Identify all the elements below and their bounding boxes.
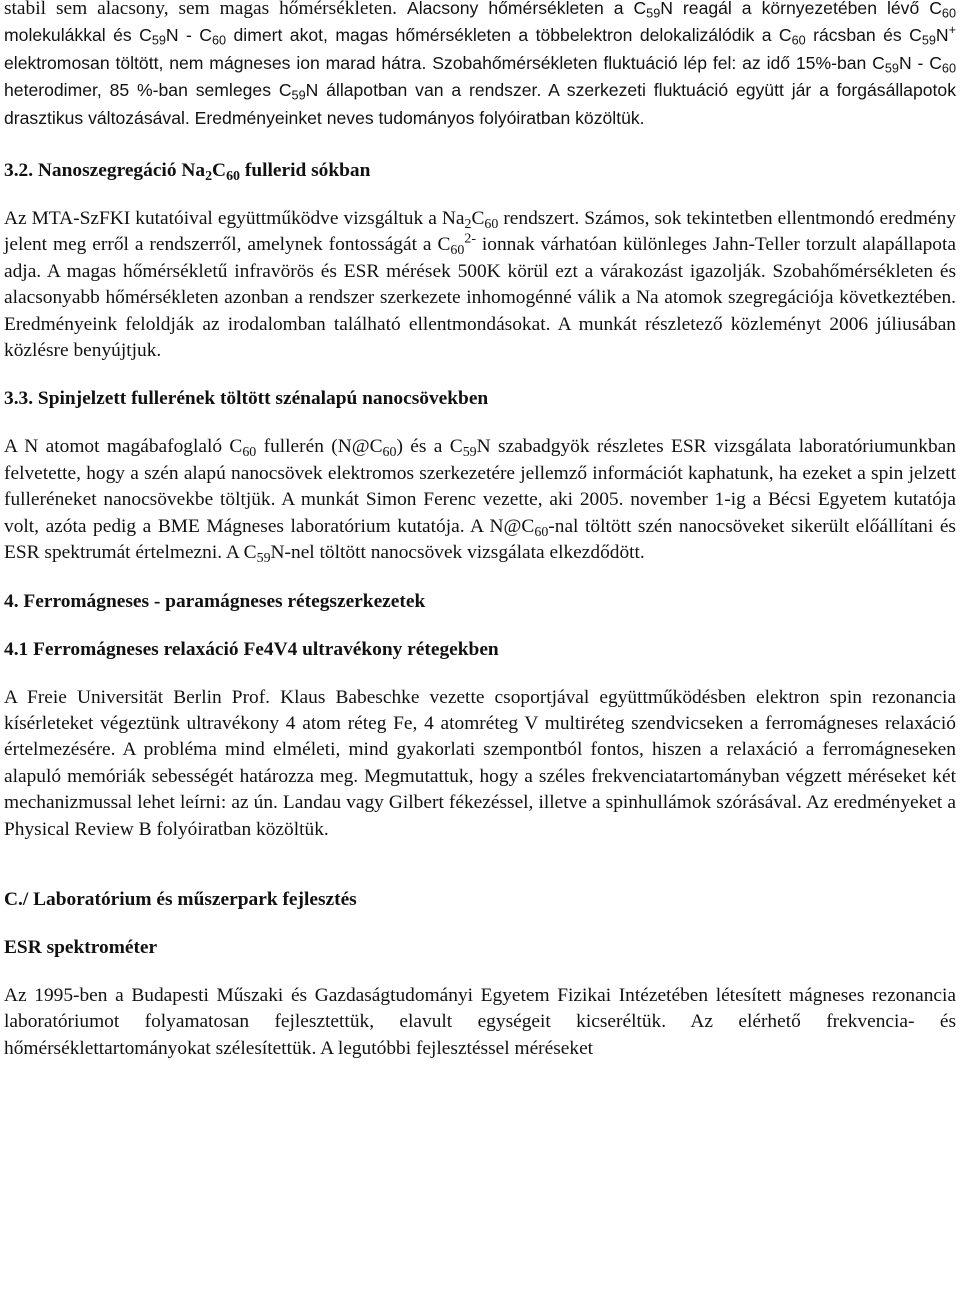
paragraph-ferromagnetic-relaxation: A Freie Universität Berlin Prof. Klaus Babeschke vezette csoportjával együttműködésben elektron spin rezonancia kísérleteket végeztünk ultravékony 4 atom réteg Fe, 4 atomréteg V multiréteg szendvicseken a ferromágneses relaxáció értelmezésére. A probléma mind elméleti, mind gyakorlati szempontból fontos, hiszen a relaxáció a ferromágneseken alapuló memóriák sebességét határozza meg. Megmutattuk, hogy a széles frekvenciatartományban végzett méréseket két mechanizmussal lehet leírni: az ún. Landau vagy Gilbert fékezéssel, illetve a spinhullámok szórásával. Az eredményeket a Physical Review B folyóiratban közöltük. [4, 686, 956, 840]
heading-esr-spectrometer: ESR spektrométer [4, 936, 158, 958]
heading-3-2: 3.2. Nanoszegregáció $Na_2C_{60}$ fullerid sókban [4, 160, 371, 184]
heading-3-3: 3.3. Spinjelzett fullerének töltött szénalapú nanocsövekben [4, 388, 489, 410]
heading-4: 4. Ferromágneses - paramágneses rétegszerkezetek [4, 590, 426, 612]
paragraph-esr-lab: Az 1995-ben a Budapesti Műszaki és Gazdaságtudományi Egyetem Fizikai Intézetében létesített mágneses rezonancia laboratóriumot folyamatosan fejlesztettük, elavult egységeit kicseréltük. Az elérhető frekvencia- és hőmérséklettartományokat szélesítettük. A legutóbbi fejlesztéssel méréseket [4, 984, 956, 1059]
paragraph-c59n-dimer: stabil sem alacsony, sem magas hőmérsékleten. Alacsony hőmérsékleten a $C_{59}N$ reagál a környezetében lévő $C_{60}$ molekulákkal és $C_{59}N - C_{60}$ dimert akot, magas hőmérsékleten a többelektron delokalizálódik a $C_{60}$ rácsban és $C_{59}N^+$ elektromosan töltött, nem mágneses ion marad hátra. Szobahőmérsékleten fluktuáció lép fel: az idő 15%-ban $C_{59}N - C_{60}$ heterodimer, 85 %-ban semleges $C_{59}N$ állapotban van a rendszer. A szerkezeti fluktuáció együtt jár a forgásállapotok drasztikus változásával. Eredményeinket neves tudományos folyóiratban közöltük. [4, 0, 957, 128]
document-page [4, 0, 956, 1062]
paragraph-nanosegregation: Az MTA-SzFKI kutatóival együttműködve vizsgáltuk a $Na_2C_{60}$ rendszert. Számos, sok tekintetben ellentmondó eredmény jelent meg erről a rendszerről, amelynek fontosságát a $C_{60}^{2-}$ ionnak várhatóan különleges Jahn-Teller torzult alapállapota adja. A magas hőmérsékletű infravörös és ESR mérések 500K körül ezt a várakozást igazolják. Szobahőmérsékleten és alacsonyabb hőmérsékleten azonban a rendszer szerkezete inhomogénné válik a Na atomok szegregációja következtében. Eredményeink feloldják az irodalomban található ellentmondásokat. A munkát részletező közleményt 2006 júliusában közlésre benyújtjuk. [4, 208, 956, 362]
heading-4-1: 4.1 Ferromágneses relaxáció Fe4V4 ultravékony rétegekben [4, 638, 499, 660]
paragraph-spin-labelled-fullerenes: A N atomot magábafoglaló $C_{60}$ fullerén $(N@C_{60})$ és a $C_{59}N$ szabadgyök részletes ESR vizsgálata laboratóriumunkban felvetette, hogy a szén alapú nanocsövek elektromos szerkezetére jellemző információt kaphatunk, ha ezeket a spin jelzett fulleréneket nanocsövekbe töltjük. A munkát Simon Ferenc vezette, aki 2005. november 1-ig a Bécsi Egyetem kutatója volt, azóta pedig a BME Mágneses laboratórium kutatója. A $N@C_{60}$-nal töltött szén nanocsöveket sikerült előállítani és ESR spektrumát értelmezni. A $C_{59}N$-nel töltött nanocsövek vizsgálata elkezdődött. [4, 436, 956, 566]
heading-c-laboratory: C./ Laboratórium és műszerpark fejlesztés [4, 888, 357, 910]
